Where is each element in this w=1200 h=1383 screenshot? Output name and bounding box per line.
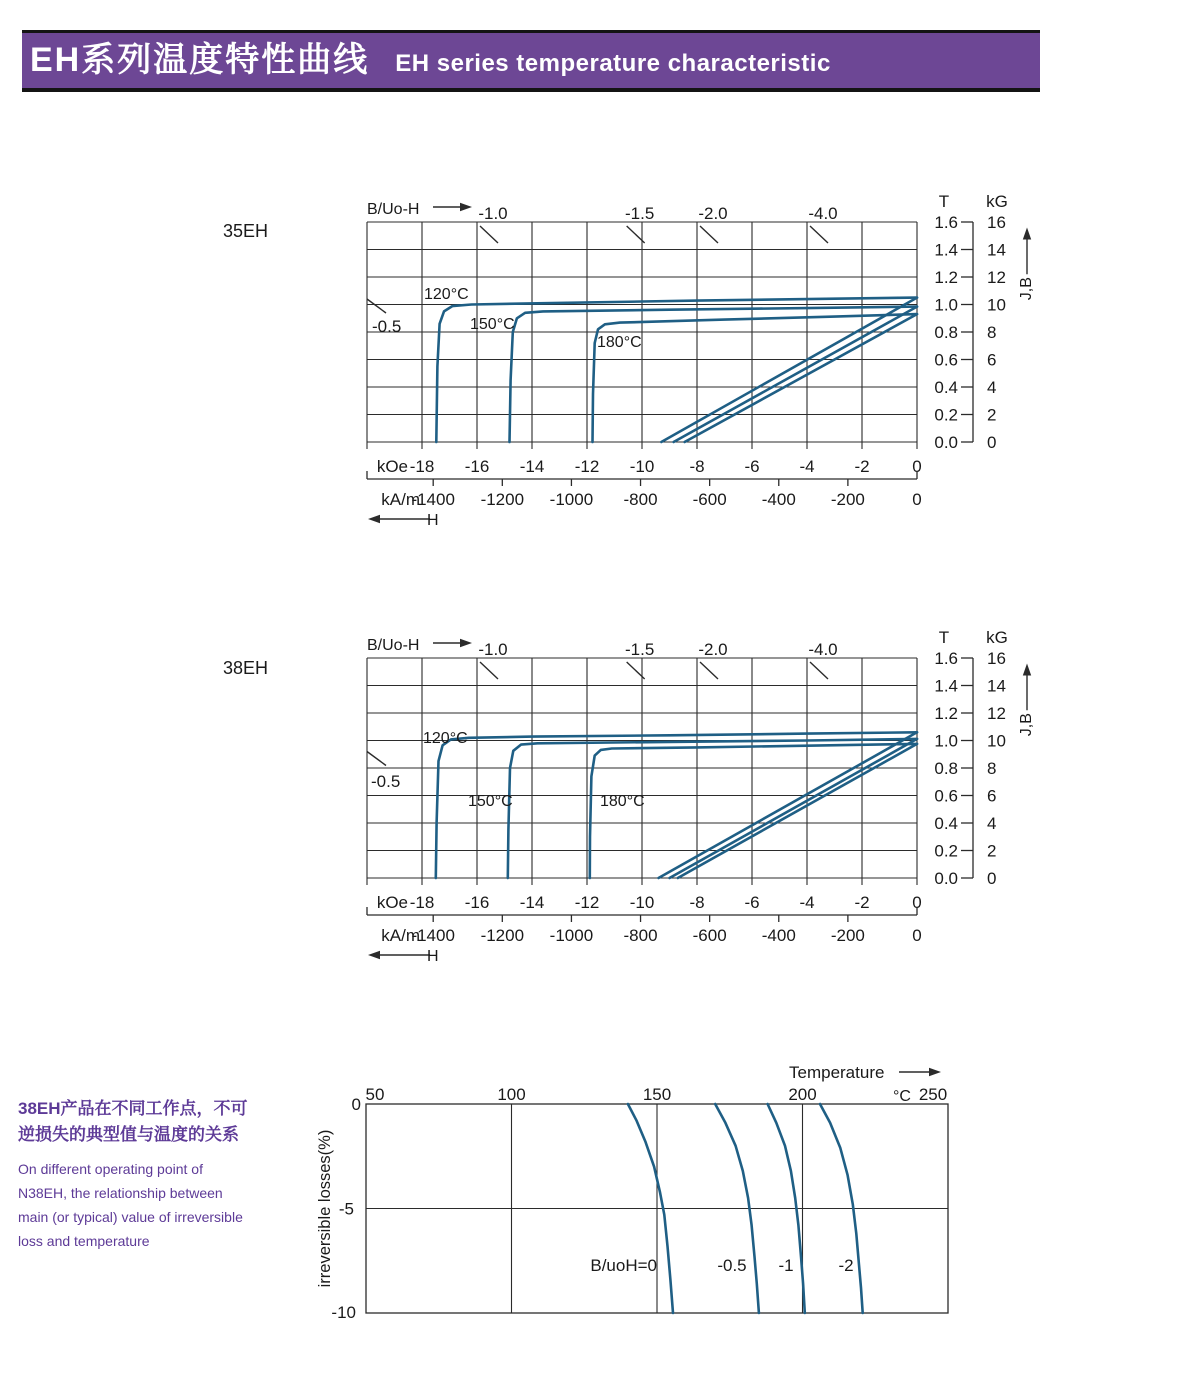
kam-tick-label: -1200 [480,926,525,945]
kg-unit-label: kG [986,192,1008,211]
load-line-slash [480,662,498,679]
h-arrowhead-icon [368,951,380,959]
h-axis-label: H [427,948,439,965]
loss-curve-label: -1 [778,1256,794,1275]
kg-tick-label: 14 [987,240,1006,260]
load-line-label: -4.0 [808,204,838,223]
tesla-tick-label: 1.0 [934,731,958,751]
kg-tick-label: 0 [987,433,997,452]
x-axis-koe [367,878,922,912]
h-axis-label: H [427,512,439,529]
load-line-slash [367,299,386,313]
kam-tick-label: 0 [912,490,922,509]
b-uoh-arrowhead-icon [460,639,472,647]
temperature-arrowhead-icon [929,1068,941,1076]
koe-tick-label: -2 [854,457,870,476]
temp-curve-label: 150°C [470,316,515,333]
right-scale [934,192,1035,452]
grid [367,222,917,442]
tesla-tick-label: 0.8 [934,759,958,778]
loss-tick-label: -5 [338,1199,354,1219]
kam-tick-label: 0 [912,926,922,945]
tesla-tick-label: 1.0 [934,295,958,315]
loss-axis-label: irreversible losses(%) [316,1129,334,1288]
b-curve-180°C [678,744,917,878]
kam-tick-label: -800 [623,490,658,509]
koe-tick-label: -6 [744,893,760,912]
b-uoh-label: B/Uo-H [367,201,420,218]
page-title-en: EH series temperature characteristic [395,50,831,77]
load-line-label: -1.5 [625,204,655,223]
kg-tick-label: 14 [987,676,1006,696]
kam-tick-label: -200 [830,490,865,509]
kg-tick-label: 8 [987,323,997,342]
loss-chart [316,1063,948,1322]
j-curve-180°C [590,744,917,878]
tesla-tick-label: 0.0 [934,433,958,452]
x-axis-koe [367,442,922,476]
koe-unit-label: kOe [376,457,408,476]
load-line-slash [700,226,718,243]
koe-tick-label: -8 [689,457,705,476]
tesla-tick-label: 0.6 [934,350,958,370]
koe-tick-label: -12 [574,893,600,912]
load-line-label: -1.0 [478,640,508,659]
kam-tick-label: -600 [692,926,727,945]
kg-tick-label: 0 [987,869,997,888]
kg-unit-label: kG [986,628,1008,647]
kam-tick-label: -600 [692,490,727,509]
kam-tick-label: -1400 [411,490,455,509]
load-line-slash [810,662,828,679]
tesla-tick-label: 0.4 [934,814,958,833]
load-line-slash [367,752,386,766]
temp-tick-label: 250 [918,1085,948,1104]
load-line-label: -1.5 [625,640,655,659]
koe-tick-label: -8 [689,893,705,912]
kg-tick-label: 4 [987,378,997,397]
koe-tick-label: -18 [409,457,435,476]
loss-curve-label: -2 [838,1256,854,1275]
j-curve-150°C [510,307,918,442]
kg-tick-label: 6 [987,350,997,370]
note-zh-line2: 逆损失的典型值与温度的关系 [18,1125,239,1144]
koe-tick-label: -14 [519,457,545,476]
right-scale [934,628,1035,888]
h-arrowhead-icon [368,515,380,523]
tesla-tick-label: 0.2 [934,405,958,425]
koe-tick-label: -16 [464,893,490,912]
kam-tick-label: -200 [830,926,865,945]
load-line-label: -0.5 [371,772,401,791]
temp-tick-label: 200 [788,1085,817,1104]
koe-tick-label: 0 [912,457,922,476]
kg-tick-label: 12 [987,704,1006,723]
kg-tick-label: 16 [987,213,1006,232]
loss-curve-label: -0.5 [717,1256,747,1275]
tesla-tick-label: 1.4 [934,676,958,696]
chart-series-name: 35EH [223,221,269,241]
kg-tick-label: 12 [987,268,1006,287]
koe-tick-label: 0 [912,893,922,912]
kam-tick-label: -1000 [549,490,594,509]
tesla-tick-label: 0.0 [934,869,958,888]
koe-tick-label: -4 [799,457,815,476]
tesla-tick-label: 0.4 [934,378,958,397]
load-line-slash [700,662,718,679]
tesla-tick-label: 1.6 [934,213,958,232]
temp-curve-label: 150°C [468,793,513,810]
tesla-tick-label: 0.2 [934,841,958,861]
loss-chart-note [18,1096,286,1253]
kam-tick-label: -400 [761,490,796,509]
koe-tick-label: -2 [854,893,870,912]
load-line-label: -2.0 [698,640,728,659]
jb-axis-label: J,B [1018,277,1035,301]
tesla-unit-label: T [938,192,950,211]
kg-tick-label: 2 [987,841,997,861]
koe-tick-label: -4 [799,893,815,912]
demag-chart-38EH [223,628,1035,965]
tesla-tick-label: 0.8 [934,323,958,342]
chart-series-name: 38EH [223,658,269,678]
tesla-tick-label: 1.2 [934,268,958,287]
koe-tick-label: -18 [409,893,435,912]
koe-tick-label: -14 [519,893,545,912]
page-title-zh: EH系列温度特性曲线 [30,41,370,79]
kg-tick-label: 6 [987,786,997,806]
loss-tick-label: -10 [331,1303,356,1322]
kg-tick-label: 8 [987,759,997,778]
kam-tick-label: -1000 [549,926,594,945]
load-line-label: -0.5 [372,317,402,336]
load-line-slash [810,226,828,243]
loss-curve-label: B/uoH=0 [590,1256,657,1275]
kg-tick-label: 10 [987,731,1006,751]
kam-unit-label: kA/m [381,926,420,945]
koe-tick-label: -16 [464,457,490,476]
x-axis-kam [367,907,922,945]
b-curve-150°C [674,307,917,442]
note-en-line4: loss and temperature [18,1233,150,1249]
kg-tick-label: 16 [987,649,1006,668]
load-line-label: -2.0 [698,204,728,223]
b-curve-150°C [670,739,918,878]
kg-tick-label: 2 [987,405,997,425]
b-uoh-label: B/Uo-H [367,637,420,654]
kam-tick-label: -1400 [411,926,455,945]
koe-unit-label: kOe [376,893,408,912]
kam-tick-label: -400 [761,926,796,945]
tesla-tick-label: 1.6 [934,649,958,668]
celsius-unit-label: °C [893,1088,911,1105]
grid [367,658,917,878]
temp-tick-label: 150 [642,1085,672,1104]
temp-curve-label: 180°C [600,793,645,810]
load-line-label: -1.0 [478,204,508,223]
load-line-slash [480,226,498,243]
load-line-label: -4.0 [808,640,838,659]
kg-tick-label: 10 [987,295,1006,315]
jb-arrowhead-icon [1023,664,1031,676]
tesla-tick-label: 1.4 [934,240,958,260]
kg-tick-label: 4 [987,814,997,833]
note-en-line1: On different operating point of [18,1161,203,1177]
temp-tick-label: 100 [497,1085,526,1104]
koe-tick-label: -6 [744,457,760,476]
temp-curve-label: 120°C [423,730,468,747]
b-curve-180°C [685,314,917,442]
koe-tick-label: -10 [629,457,655,476]
temp-curve-label: 120°C [424,286,469,303]
koe-tick-label: -12 [574,457,600,476]
tesla-unit-label: T [938,628,950,647]
kam-unit-label: kA/m [381,490,420,509]
tesla-tick-label: 0.6 [934,786,958,806]
b-uoh-arrowhead-icon [460,203,472,211]
note-en-line3: main (or typical) value of irreversible [18,1209,243,1225]
tesla-tick-label: 1.2 [934,704,958,723]
note-en-line2: N38EH, the relationship between [18,1185,223,1201]
koe-tick-label: -10 [629,893,655,912]
temp-tick-label: 50 [365,1085,385,1104]
kam-tick-label: -800 [623,926,658,945]
jb-arrowhead-icon [1023,228,1031,240]
loss-tick-label: 0 [351,1095,361,1114]
kam-tick-label: -1200 [480,490,525,509]
jb-axis-label: J,B [1018,713,1035,737]
note-zh-line1: 38EH产品在不同工作点，不可 [18,1099,248,1118]
x-axis-kam [367,471,922,509]
temperature-axis-label: Temperature [789,1063,885,1082]
temp-curve-label: 180°C [597,334,642,351]
demag-chart-35EH [223,192,1035,529]
